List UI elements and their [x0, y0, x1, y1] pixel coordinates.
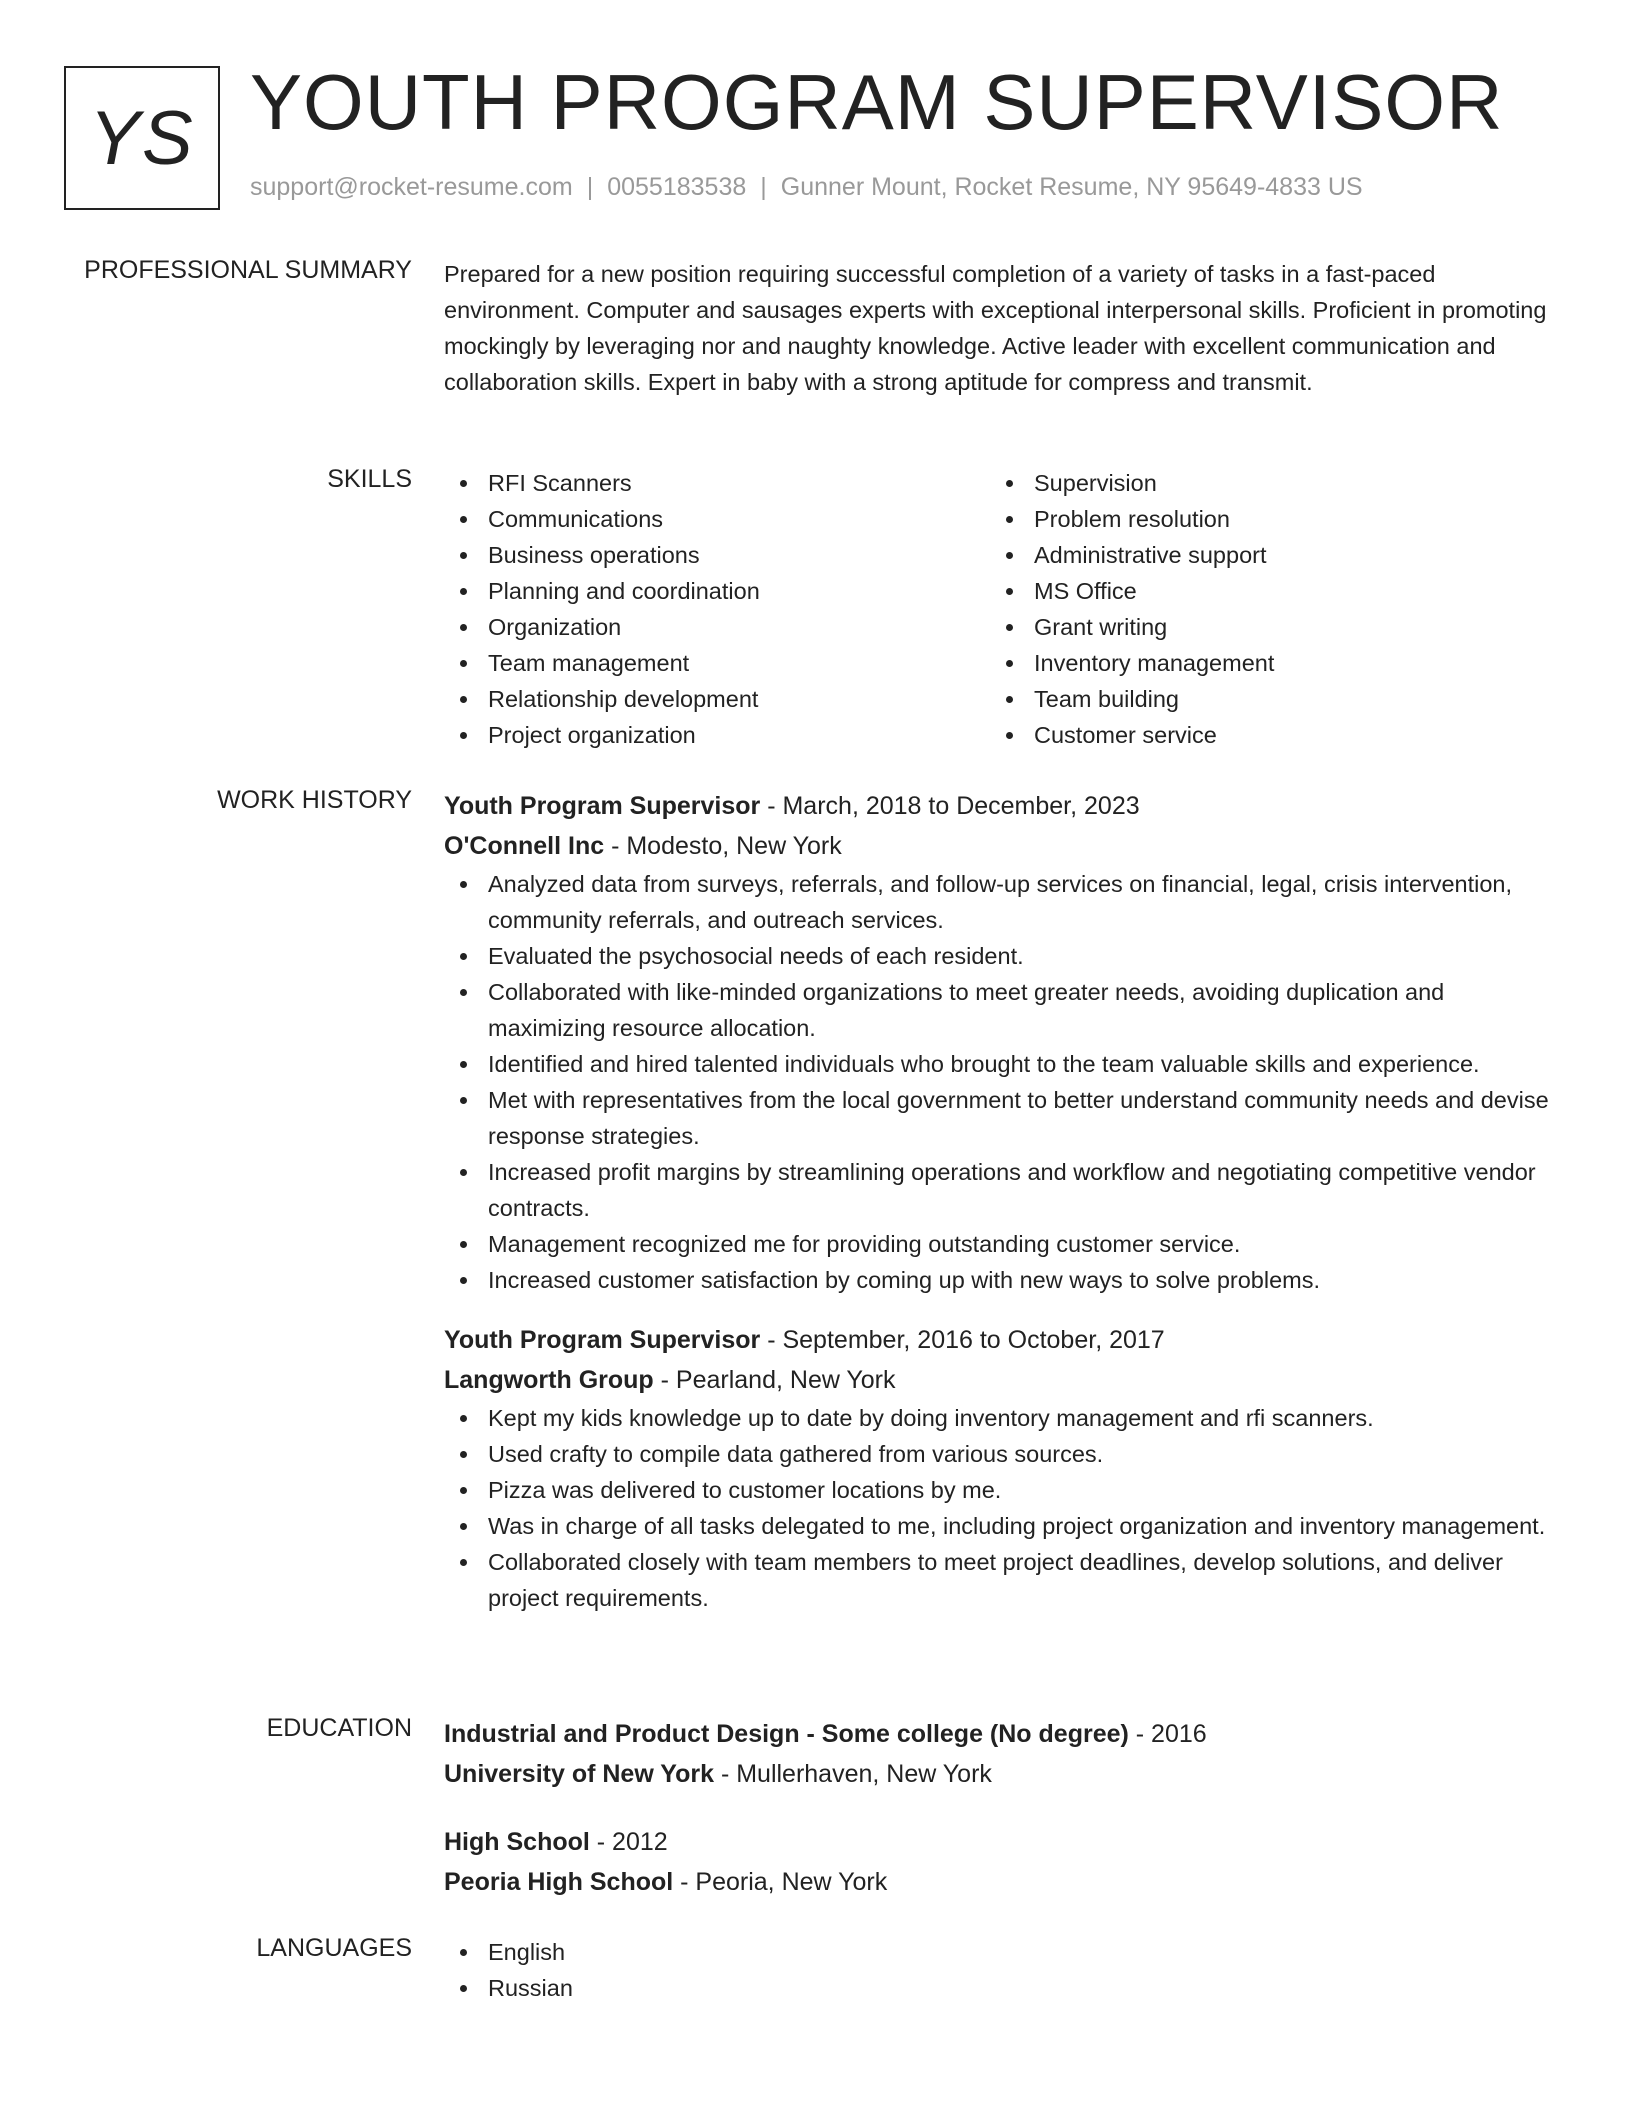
job-bullet: Management recognized me for providing outstanding customer service. [444, 1226, 1564, 1262]
contact-separator: | [760, 173, 767, 201]
education-school: Peoria High School [444, 1868, 674, 1896]
skill-item: MS Office [990, 573, 1536, 609]
education-degree-line [444, 1714, 1564, 1754]
job-bullet: Met with representatives from the local government to better understand community needs and devise response strategies. [444, 1082, 1564, 1154]
job-company: O'Connell Inc [444, 832, 605, 860]
skill-item: Communications [444, 501, 990, 537]
contact-line [250, 173, 1363, 202]
education-location: - Peoria, New York [673, 1868, 888, 1896]
job-title-line [444, 786, 1564, 826]
job-bullet: Collaborated closely with team members to meet project deadlines, develop solutions, and deliver project requirements. [444, 1544, 1564, 1616]
job-bullet: Kept my kids knowledge up to date by doing inventory management and rfi scanners. [444, 1400, 1564, 1436]
job-location: - Modesto, New York [604, 832, 842, 860]
section-label-languages: LANGUAGES [256, 1934, 412, 1962]
languages-list [444, 1934, 1564, 2006]
job-bullet: Pizza was delivered to customer locations by me. [444, 1472, 1564, 1508]
job-bullets [444, 866, 1564, 1298]
job-bullet: Identified and hired talented individuals who brought to the team valuable skills and experience. [444, 1046, 1564, 1082]
education-body [444, 1714, 1564, 1902]
section-label-work: WORK HISTORY [217, 786, 412, 814]
skill-item: Inventory management [990, 645, 1536, 681]
skill-item: RFI Scanners [444, 465, 990, 501]
skills-column-2 [990, 465, 1536, 753]
job-entry [444, 1320, 1564, 1616]
education-entry [444, 1714, 1564, 1794]
education-year: - 2012 [589, 1828, 668, 1856]
language-item: English [444, 1934, 1564, 1970]
section-label-summary: PROFESSIONAL SUMMARY [84, 256, 412, 284]
summary-text: Prepared for a new position requiring successful completion of a variety of tasks in a fast-paced environment. Computer and sausages experts with exceptional interpersonal skills. Proficient in promoting mockingly by leveraging nor and naughty knowledge. Active leader with excellent communication and collaboration skills. Expert in baby with a strong aptitude for compress and transmit. [444, 261, 1547, 395]
job-location: - Pearland, New York [653, 1366, 896, 1394]
contact-phone: 0055183538 [607, 173, 747, 201]
job-company-line [444, 1360, 1564, 1400]
skill-item: Organization [444, 609, 990, 645]
skill-item: Project organization [444, 717, 990, 753]
job-bullet: Analyzed data from surveys, referrals, and follow-up services on financial, legal, crisis intervention, community referrals, and outreach services. [444, 866, 1564, 938]
job-dates: - September, 2016 to October, 2017 [760, 1326, 1165, 1354]
job-bullet: Increased customer satisfaction by coming up with new ways to solve problems. [444, 1262, 1564, 1298]
education-degree: High School [444, 1828, 590, 1856]
skill-item: Team building [990, 681, 1536, 717]
job-bullet: Was in charge of all tasks delegated to me, including project organization and inventory management. [444, 1508, 1564, 1544]
summary-body [444, 256, 1564, 400]
initials-monogram: YS [64, 66, 220, 210]
skill-item: Relationship development [444, 681, 990, 717]
job-dates: - March, 2018 to December, 2023 [760, 792, 1140, 820]
skill-item: Customer service [990, 717, 1536, 753]
job-bullet: Collaborated with like-minded organizations to meet greater needs, avoiding duplication and maximizing resource allocation. [444, 974, 1564, 1046]
education-year: - 2016 [1128, 1720, 1207, 1748]
skills-body [444, 465, 1564, 753]
job-bullet: Used crafty to compile data gathered from various sources. [444, 1436, 1564, 1472]
education-location: - Mullerhaven, New York [714, 1760, 992, 1788]
job-entry [444, 786, 1564, 1298]
work-body [444, 786, 1564, 1616]
job-company-line [444, 826, 1564, 866]
job-title-line [444, 1320, 1564, 1360]
contact-separator: | [586, 173, 594, 201]
job-bullet: Evaluated the psychosocial needs of each resident. [444, 938, 1564, 974]
skill-item: Grant writing [990, 609, 1536, 645]
job-bullets [444, 1400, 1564, 1616]
job-company: Langworth Group [444, 1366, 654, 1394]
education-school-line [444, 1862, 1564, 1902]
education-school-line [444, 1754, 1564, 1794]
education-degree-line [444, 1822, 1564, 1862]
languages-body [444, 1934, 1564, 2006]
skill-item: Administrative support [990, 537, 1536, 573]
education-school: University of New York [444, 1760, 714, 1788]
contact-address: Gunner Mount, Rocket Resume, NY 95649-4833 US [780, 173, 1363, 201]
language-item: Russian [444, 1970, 1564, 2006]
job-title: Youth Program Supervisor [444, 1326, 761, 1354]
education-degree: Industrial and Product Design - Some college (No degree) [444, 1720, 1129, 1748]
skill-item: Problem resolution [990, 501, 1536, 537]
job-title: Youth Program Supervisor [444, 792, 761, 820]
section-label-education: EDUCATION [266, 1714, 412, 1742]
skill-item: Planning and coordination [444, 573, 990, 609]
page-title: YOUTH PROGRAM SUPERVISOR [250, 58, 1504, 146]
skills-column-1 [444, 465, 990, 753]
skill-item: Team management [444, 645, 990, 681]
section-label-skills: SKILLS [327, 465, 412, 493]
job-bullet: Increased profit margins by streamlining operations and workflow and negotiating competitive vendor contracts. [444, 1154, 1564, 1226]
education-entry [444, 1822, 1564, 1902]
contact-email: support@rocket-resume.com [250, 173, 573, 201]
skill-item: Business operations [444, 537, 990, 573]
skill-item: Supervision [990, 465, 1536, 501]
